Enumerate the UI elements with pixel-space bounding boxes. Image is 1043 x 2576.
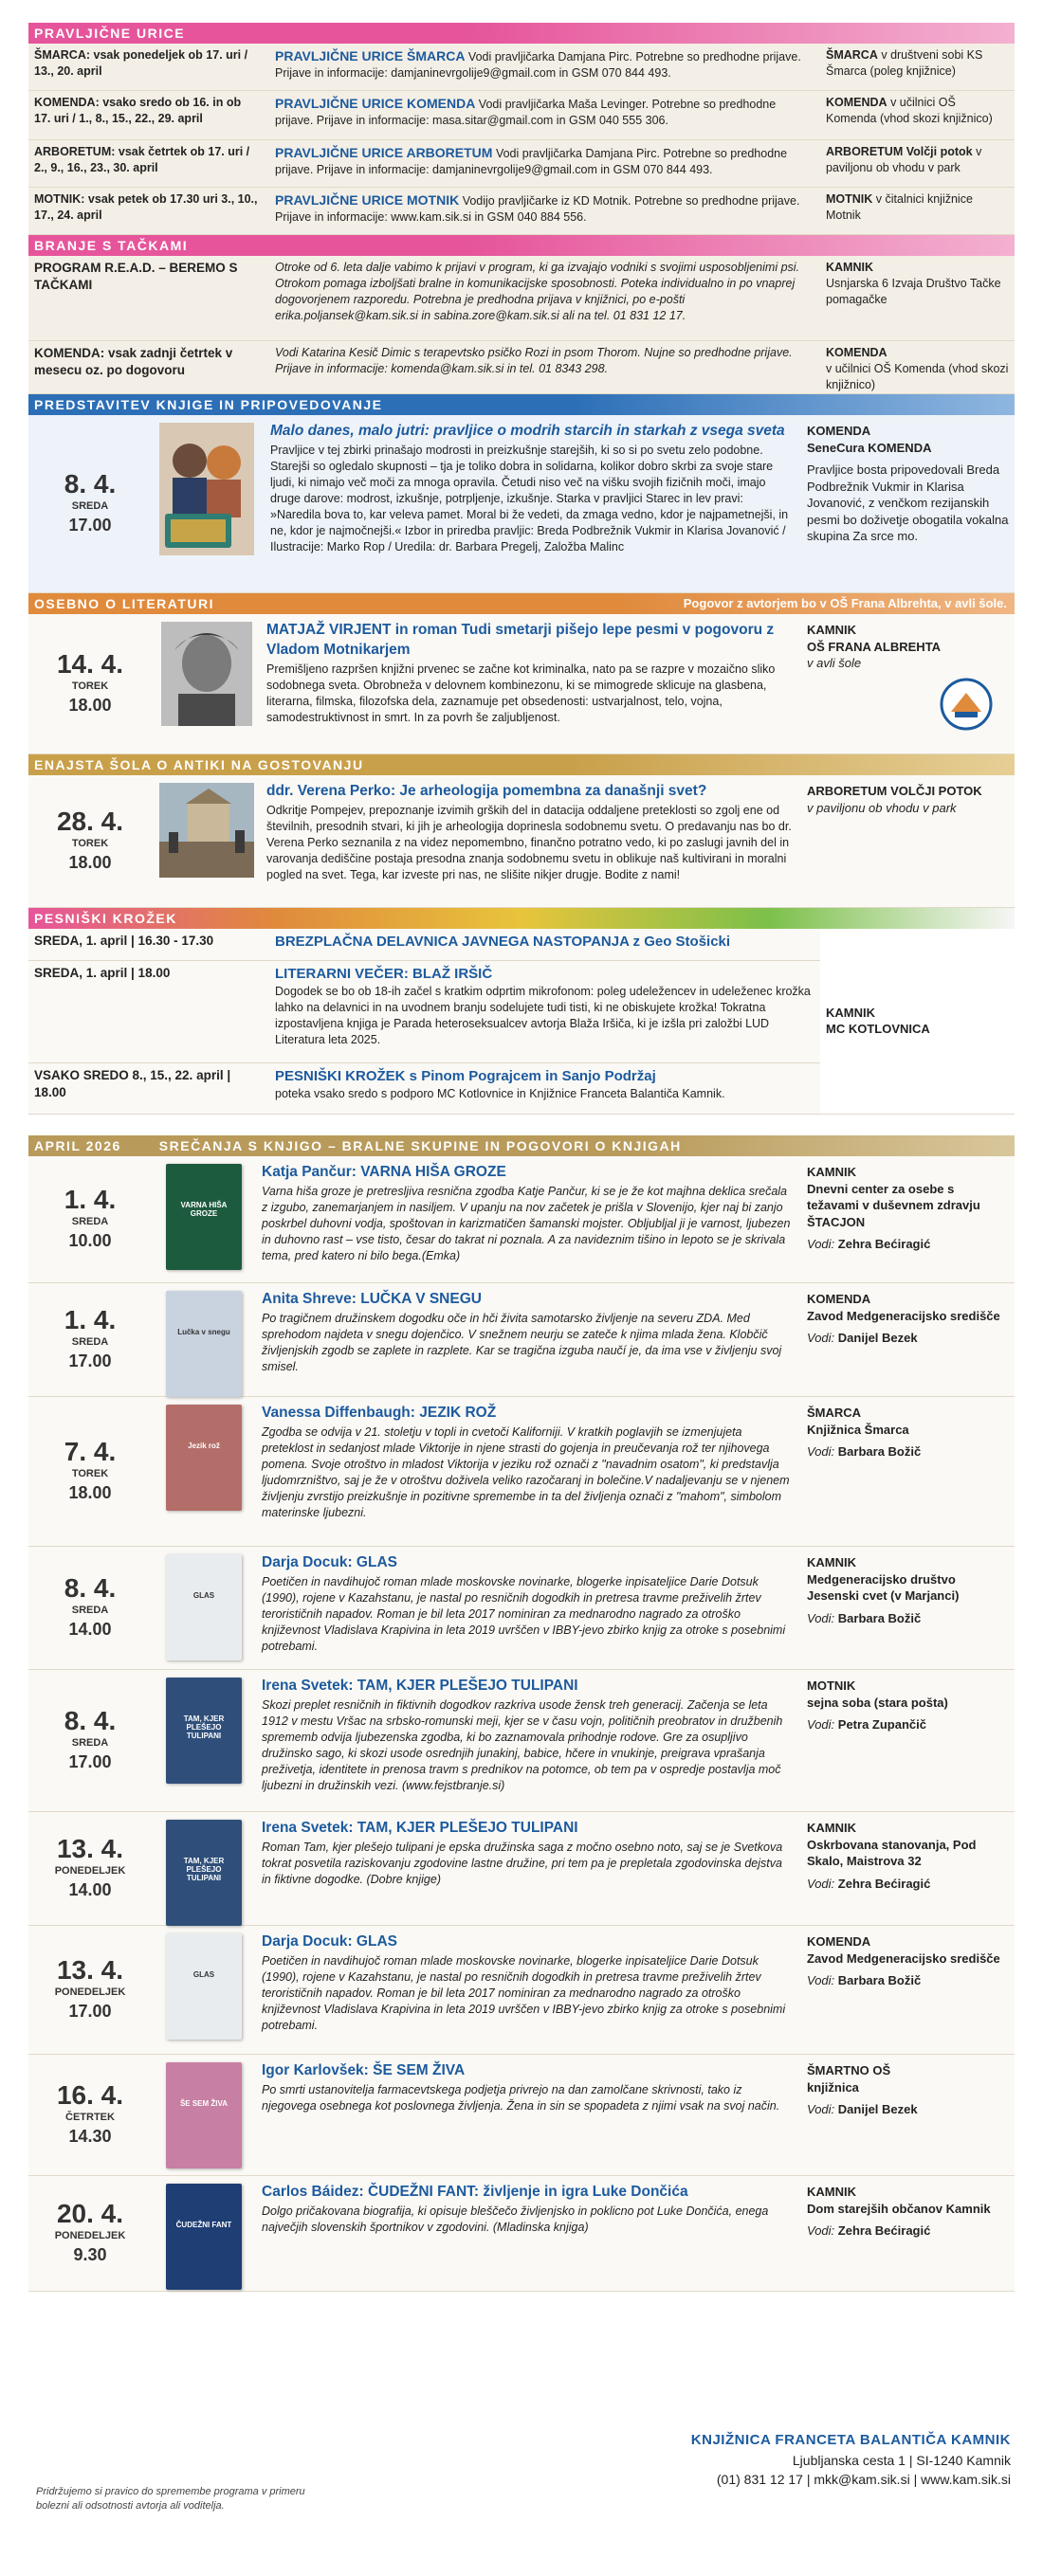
urice-row: [28, 91, 1015, 140]
date-weekday: PONEDELJEK: [54, 1986, 126, 1998]
book-event: [28, 2055, 1015, 2176]
section-header-pesniski: [28, 908, 1015, 929]
section-month: APRIL 2026: [34, 1137, 121, 1153]
location-venue: Dom starejših občanov Kamnik: [807, 2201, 991, 2216]
row-when: KOMENDA: vsak zadnji četrtek v mesecu oz. po dogovoru: [34, 346, 233, 378]
event-location: [801, 2055, 1015, 2175]
location-town: KOMENDA: [826, 346, 887, 359]
row-location: [820, 341, 1015, 393]
row-description: Otroke od 6. leta dalje vabimo k prijavi v program, ki ga izvajajo vodniki s svojimi usposobljenimi psi. Otrokom pomaga izboljšati bralne in komunikacijske sposobnosti. Poteka individualno in po vnaprej dogovorjenem razporedu. Potrebna je predhodna prijava v knjižnici, po e-pošti erika.poljansek@kam.sik.si in sabina.zore@kam.sik.si ali na tel. 01 831 12 17.: [275, 261, 800, 322]
row-title: PRAVLJIČNE URICE MOTNIK: [275, 192, 460, 208]
location-venue: Oskrbovana stanovanja, Pod Skalo, Maistrova 32: [807, 1837, 977, 1869]
event-location: [801, 1926, 1015, 2054]
date-weekday: SREDA: [71, 1604, 109, 1616]
section-header-srecanja: [28, 1135, 1015, 1156]
book-cover-slot: [152, 1156, 256, 1282]
event-body: [256, 1283, 801, 1396]
location-venue: Zavod Medgeneracijsko središče: [807, 1308, 1000, 1323]
location-town: KAMNIK: [807, 2185, 856, 2199]
book-cover-icon: [166, 1164, 242, 1270]
location-town: KOMENDA: [807, 424, 871, 438]
event-description: Poetičen in navdihujoč roman mlade moskovske novinarke, blogerke inpisateljice Darie Dotsuk (1990), rojene v Kazahstanu, je nastal po resničnih dogodkih in pretresa travme preživelih žrtev terorističnih napadov. Roman je bil leta 2017 nominiran za mednarodno nagrado za otroško književnost Vladislava Krapivina in leta 2019 uvrščen v IBBY-jevo zbirko knjig za otroke s posebnimi potrebami.: [262, 1954, 786, 2033]
section-title: BRANJE S TAČKAMI: [34, 237, 189, 253]
row-description: [265, 140, 820, 187]
event-enajsta: [28, 775, 1015, 908]
location-venue: knjižnica: [807, 2079, 859, 2095]
row-description: [265, 1063, 820, 1114]
book-event: [28, 1547, 1015, 1670]
date-weekday: PONEDELJEK: [54, 2229, 126, 2241]
leader-label: Vodi:: [807, 1973, 835, 1988]
date-weekday: SREDA: [71, 1215, 109, 1227]
leader-name: Petra Zupančič: [837, 1717, 926, 1732]
event-date: [28, 1156, 152, 1282]
book-cover-icon: [166, 2184, 242, 2290]
section-note: Pogovor z avtorjem bo v OŠ Frana Albrehta, v avli šole.: [683, 595, 1007, 610]
event-location: [801, 1547, 1015, 1669]
event-title: Malo danes, malo jutri: pravljice o modrih starcih in starkah z vsega sveta: [270, 423, 785, 439]
book-cover-title: ČUDEŽNI FANT: [175, 2221, 232, 2229]
date-hour: 10.00: [68, 1230, 112, 1250]
event-date: [28, 1926, 152, 2054]
date-day: 1. 4.: [64, 1184, 117, 1214]
leader-label: Vodi:: [807, 1610, 835, 1625]
event-title: Irena Svetek: TAM, KJER PLEŠEJO TULIPANI: [262, 1820, 578, 1836]
branje-row: [28, 256, 1015, 341]
book-cover-slot: [152, 1670, 256, 1811]
row-title: PRAVLJIČNE URICE KOMENDA: [275, 96, 476, 111]
antique-scene-icon: [159, 783, 254, 878]
row-location: [820, 140, 1015, 187]
event-location: [801, 1283, 1015, 1396]
event-date: [28, 2055, 152, 2175]
book-event: [28, 1926, 1015, 2055]
location-venue: MC KOTLOVNICA: [826, 1021, 930, 1036]
date-day: 8. 4.: [64, 468, 117, 499]
date-day: 13. 4.: [56, 1954, 124, 1985]
event-description: Roman Tam, kjer plešejo tulipani je epska družinska saga z močno osebno noto, saj se je Svetkova tokrat posvetila raziskovanju zgodovine lastne družine, pri tem pa je prepletala zgodovinska dejstva in fiktivne dogodke. (Dobre knjige): [262, 1841, 783, 1887]
urice-row: [28, 140, 1015, 188]
event-date: [28, 775, 152, 907]
date-weekday: SREDA: [71, 499, 109, 512]
date-day: 16. 4.: [56, 2079, 124, 2110]
pesniski-list: [28, 929, 820, 1115]
event-title: Darja Docuk: GLAS: [262, 1554, 397, 1570]
date-hour: 17.00: [68, 2001, 112, 2021]
event-title: Anita Shreve: LUČKA V SNEGU: [262, 1291, 482, 1307]
book-cover-slot: [152, 2055, 256, 2175]
author-portrait-icon: [161, 622, 252, 726]
location-venue: Zavod Medgeneracijsko središče: [807, 1950, 1000, 1966]
branje-list: [28, 256, 1015, 394]
event-body: [256, 2176, 801, 2291]
event-body: [256, 1547, 801, 1669]
location-venue: Knjižnica Šmarca: [807, 1422, 909, 1437]
section-title: PREDSTAVITEV KNJIGE IN PRIPOVEDOVANJE: [34, 396, 383, 412]
date-weekday: TOREK: [71, 837, 109, 849]
leader-label: Vodi:: [807, 1876, 835, 1891]
location-venue: ARBORETUM VOLČJI POTOK: [807, 784, 982, 798]
event-date: [28, 614, 152, 753]
srecanja-list: [28, 1156, 1015, 2292]
event-leader: [807, 1716, 1009, 1733]
location-venue: v paviljonu ob vhodu v park: [826, 145, 982, 174]
event-date: [28, 2176, 152, 2291]
location-town: MOTNIK: [826, 192, 873, 206]
event-title: Irena Svetek: TAM, KJER PLEŠEJO TULIPANI: [262, 1678, 578, 1694]
event-body: [261, 614, 801, 753]
date-weekday: SREDA: [71, 1736, 109, 1749]
library-info: [691, 2430, 1011, 2489]
book-cover-title: GLAS: [192, 1970, 215, 1979]
row-description: [265, 44, 820, 90]
event-description: Zgodba se odvija v 21. stoletju v topli in cvetoči Kaliforniji. V kratkih poglavjih se izmenjujeta preteklost in sedanjost mlade Viktorije in njene strasti do gojenja in preučevanja rož ter njihovega pomena. Svoje otroštvo in mladost Viktorija v jeziku rož označi z "navadnim osatom", ki predstavlja ljudomrzništvo, saj je že v otroštvu doživela veliko razočaranj in bolečine.V nadaljevanju se v njenem življenju zvrstijo preizkušnje in pozitivne spremembe in ta del življenja označi z "mahom", simbolom materinske ljubezni.: [262, 1425, 790, 1520]
book-event: [28, 1812, 1015, 1926]
book-event: [28, 1283, 1015, 1397]
event-description: Skozi preplet resničnih in fiktivnih dogodkov razkriva usode žensk treh generacij. Začenja se leta 1912 v mestu Vršac na srbsko-romunski meji, kjer se v času vojn, političnih preobratov in družbenih sprememb odvija ljubezenska zgodba, ki bo zaznamovala prihodnje rodove. Gre za osupljivo družinsko sago, ki skozi usode osrednjih junakinj, babice, hčere in vnukinje, preigrava vprašanja preživetja, identitete in prenosa travm s prednikov na potomce, ob tem pa v ospredje postavlja moč ljubezni in družinskih vezi. (www.fejstbranje.si): [262, 1698, 783, 1793]
event-description: Premišljeno razpršen knjižni prvenec se začne kot kriminalka, nato pa se razpre v mozaično sliko sodobnega sveta. Obrobneža v delovnem kombinezonu, ki se mimogrede sklicuje na glasbena, literarna, filmska, filozofska dela, zaznamuje pet obsedenosti: ustvarjalnost, telo, vojna, samodestruktivnost in smrt. In za povrh še zaljubljenost.: [266, 662, 776, 725]
leader-label: Vodi:: [807, 2102, 835, 2117]
book-cover-title: TAM, KJER PLEŠEJO TULIPANI: [183, 1857, 225, 1882]
event-title: Vanessa Diffenbaugh: JEZIK ROŽ: [262, 1405, 497, 1421]
book-cover-slot: [152, 1547, 256, 1669]
row-location: [820, 44, 1015, 90]
event-leader: [807, 1443, 1009, 1460]
event-leader: [807, 1972, 1009, 1989]
row-title: LITERARNI VEČER: BLAŽ IRŠIČ: [275, 966, 493, 982]
pesniski-location: [820, 929, 1015, 1115]
row-when: VSAKO SREDO 8., 15., 22. april | 18.00: [34, 1068, 231, 1100]
section-title: PESNIŠKI KROŽEK: [34, 910, 177, 926]
event-body: [256, 1926, 801, 2054]
row-text: Vodi pravljičarka Maša Levinger. Potrebne so predhodne prijave. Prijave in informacije: masa.sitar@gmail.com in GSM 040 555 306.: [275, 98, 777, 127]
book-cover-title: VARNA HIŠA GROZE: [180, 1201, 228, 1218]
book-cover-slot: [152, 2176, 256, 2291]
event-leader: [807, 1610, 1009, 1627]
footer: [28, 2426, 1015, 2540]
event-location: [801, 614, 1015, 753]
section-title: ENAJSTA ŠOLA O ANTIKI NA GOSTOVANJU: [34, 756, 364, 772]
library-contact: (01) 831 12 17 | mkk@kam.sik.si | www.kam.sik.si: [716, 2472, 1011, 2488]
leader-label: Vodi:: [807, 1717, 835, 1732]
section-header-branje: [28, 235, 1015, 256]
event-leader: [807, 1236, 1009, 1253]
book-cover-title: GLAS: [192, 1591, 215, 1600]
pesniski-row: [28, 929, 820, 961]
row-title: PESNIŠKI KROŽEK s Pinom Pograjcem in Sanjo Podržaj: [275, 1068, 656, 1084]
row-when: ŠMARCA: vsak ponedeljek ob 17. uri / 13., 20. april: [34, 48, 248, 78]
book-cover-slot: [152, 1926, 256, 2054]
branje-row: [28, 341, 1015, 394]
location-venue: v učilnici OŠ Komenda (vhod skozi knjižnico): [826, 361, 1009, 391]
location-town: KOMENDA: [807, 1934, 871, 1949]
location-venue: Dnevni center za osebe s težavami v duševnem zdravju ŠTACJON: [807, 1181, 980, 1229]
spacer: [28, 1115, 1015, 1135]
book-cover-title: ŠE SEM ŽIVA: [179, 2099, 229, 2108]
event-description: Odkritje Pompejev, prepoznanje izvimih grških del in datacija oddaljene preteklosti so zgolj ene od številnih, presodnih stvari, ki jih je arheologija doprinesla sodobnemu svetu. O predavanju nas bo dr. Verena Perko seznanila z na videz nepomembno, finančno potratno vedo, ki po zaslugi javnih del in varovanja dediščine postaja presodna znanja sodobnemu svetu in oblikuje naš kultivirani in moralni pogled na svet. Tega, kar izveste pri nas, ne slišite nikjer drugje. Bodite z nami!: [266, 804, 792, 882]
location-town: KAMNIK: [807, 1165, 856, 1179]
book-cover-title: Jezik rož: [188, 1442, 220, 1450]
book-cover-icon: [166, 1820, 242, 1926]
row-description: [265, 929, 820, 960]
date-hour: 14.30: [68, 2126, 112, 2146]
location-note: v paviljonu ob vhodu v park: [807, 800, 957, 815]
urice-list: [28, 44, 1015, 235]
event-location: [801, 1397, 1015, 1546]
school-logo-icon: [940, 678, 993, 731]
date-day: 14. 4.: [56, 648, 124, 679]
book-cover-icon: [166, 2062, 242, 2168]
footer-note: Pridržujemo si pravico do spremembe programa v primeru bolezni ali odsotnosti avtorja ali voditelja.: [36, 2486, 305, 2513]
book-event: [28, 1397, 1015, 1547]
location-venue: Usnjarska 6 Izvaja Društvo Tačke pomagačke: [826, 276, 1001, 306]
row-when: SREDA, 1. april | 16.30 - 17.30: [34, 934, 214, 948]
date-hour: 17.00: [68, 1751, 112, 1771]
leader-label: Vodi:: [807, 1237, 835, 1252]
event-image: [152, 614, 261, 753]
location-note: v avli šole: [807, 656, 862, 671]
program-frame: [28, 23, 1015, 2411]
event-title: Darja Docuk: GLAS: [262, 1933, 397, 1950]
date-weekday: PONEDELJEK: [54, 1864, 126, 1877]
book-cover-title: Lučka v snegu: [177, 1328, 230, 1336]
pesniski-row: [28, 1063, 820, 1115]
location-venue: v društveni sobi KS Šmarca (poleg knjižnice): [826, 48, 983, 78]
row-description: [265, 961, 820, 1062]
row-text: poteka vsako sredo s podporo MC Kotlovnice in Knjižnice Franceta Balantiča Kamnik.: [275, 1087, 725, 1101]
book-event: [28, 1670, 1015, 1812]
row-location: [820, 256, 1015, 340]
location-town: ARBORETUM Volčji potok: [826, 145, 973, 158]
event-leader: [807, 2222, 1009, 2240]
row-text: Vodijo pravljičarke iz KD Motnik. Potrebne so predhodne prijave. Prijave in informacije: www.kam.sik.si in GSM 040 884 556.: [275, 194, 800, 224]
event-description: Po tragičnem družinskem dogodku oče in hči živita samotarsko življenje na severu ZDA. Med sprehodom najdeta v snegu dojenčico. V snežnem neurju se zateče k njima mlada žena. Klobčič življenjskih zgodb se zaplete in razplete. Kar se tragična izguba naučí je, da ima vse v življenju svoj smisel.: [262, 1312, 782, 1374]
leader-name: Barbara Božič: [837, 1444, 922, 1460]
section-header-urice: [28, 23, 1015, 44]
section-header-enajsta: [28, 754, 1015, 775]
location-town: KAMNIK: [807, 623, 856, 637]
row-when: PROGRAM R.E.A.D. – BEREMO S TAČKAMI: [34, 261, 238, 293]
event-body: [256, 2055, 801, 2175]
event-title: Igor Karlovšek: ŠE SEM ŽIVA: [262, 2062, 466, 2078]
row-description: Vodi Katarina Kesič Dimic s terapevtsko psičko Rozi in psom Thorom. Nujne so predhodne prijave. Prijave in informacije: komenda@kam.sik.si in tel. 01 8343 298.: [275, 346, 793, 375]
row-description: [265, 188, 820, 234]
date-weekday: ČETRTEK: [65, 2111, 115, 2123]
date-hour: 14.00: [68, 1879, 112, 1899]
date-hour: 18.00: [68, 695, 112, 715]
location-venue: v učilnici OŠ Komenda (vhod skozi knjižnico): [826, 96, 993, 125]
event-title: Carlos Báidez: ČUDEŽNI FANT: življenje in igra Luke Dončića: [262, 2184, 688, 2200]
location-venue: v čitalnici knjižnice Motnik: [826, 192, 973, 222]
date-day: 7. 4.: [64, 1436, 117, 1466]
event-description: Po smrti ustanoviteljа farmacevtskega podjetja privrejo na dan zamolčane skrivnosti, tako iz njegovega osebnega kot poslovnega življenja. Žena in sin se spopadeta z njimi vsak na svoj način.: [262, 2083, 780, 2113]
row-description: [265, 91, 820, 139]
row-text: Vodi pravljičarka Damjana Pirc. Potrebne so predhodne prijave. Prijave in informacije: damjaninevrgolije9@gmail.com in GSM 070 844 493.: [275, 50, 801, 80]
event-description: Varna hiša groze je pretresljiva resnična zgodba Katje Pančur, ki se je že kot majhna deklica srečala z izgubo, zanemarjanjem in nasiljem. V upanju na nov začetek je prišla v Slovenijo, kjer naj bi zanjo poskrbel duhovni vodja, spoštovan in karizmatičen šamanski mojster. Obljubljal ji je varnost, ljubezen in duhovno rast – vse tisto, česar do takrat ni poznala. A za navideznim tišino in lepoto se je skrivala tema, pred katero ni bilo bega.(Emka): [262, 1185, 791, 1263]
date-hour: 17.00: [68, 515, 112, 535]
leader-name: Zehra Bećiragić: [837, 2223, 931, 2239]
event-title: Katja Pančur: VARNA HIŠA GROZE: [262, 1164, 506, 1180]
event-leader: [807, 1330, 1009, 1347]
date-day: 1. 4.: [64, 1304, 117, 1334]
location-town: ŠMARCA: [807, 1406, 862, 1420]
event-date: [28, 1283, 152, 1396]
event-body: [261, 775, 801, 907]
event-description: Dolgo pričakovana biografija, ki opisuje bleščečo življenjsko in poklicno pot Luke Dončića, enega največjih slovenskih športnikov v zgodovini. (Mladinska knjiga): [262, 2204, 769, 2235]
row-text: Vodi pravljičarka Damjana Pirc. Potrebne so predhodne prijave. Prijave in informacije: damjaninevrgolije9@gmail.com in GSM 070 844 493.: [275, 147, 788, 176]
date-weekday: TOREK: [71, 1467, 109, 1479]
leader-name: Barbara Božič: [837, 1610, 922, 1625]
event-image: [152, 775, 261, 907]
event-image: [152, 415, 261, 592]
event-body: [256, 1812, 801, 1925]
book-cover-icon: [166, 1405, 242, 1511]
event-leader: [807, 1876, 1009, 1893]
section-header-osebno: [28, 593, 1015, 614]
location-venue: SeneCura KOMENDA: [807, 440, 932, 455]
event-body: [256, 1397, 801, 1546]
urice-row: [28, 188, 1015, 235]
event-predstavitev: [28, 415, 1015, 593]
section-title: PRAVLJIČNE URICE: [34, 25, 186, 41]
event-title: ddr. Verena Perko: Je arheologija pomembna za današnji svet?: [266, 783, 707, 799]
date-day: 20. 4.: [56, 2198, 124, 2228]
book-cover-icon: [166, 1291, 242, 1397]
leader-name: Zehra Bećiragić: [837, 1876, 931, 1891]
location-town: KOMENDA: [826, 96, 887, 109]
location-venue: Medgeneracijsko društvo Jesenski cvet (v Marjanci): [807, 1571, 960, 1604]
book-event: [28, 2176, 1015, 2292]
leader-name: Barbara Božič: [837, 1973, 922, 1988]
row-when: KOMENDA: vsako sredo ob 16. in ob 17. uri / 1., 8., 15., 22., 29. april: [34, 96, 242, 125]
row-title: BREZPLAČNA DELAVNICA JAVNEGA NASTOPANJA z Geo Stošicki: [275, 934, 731, 950]
pesniski-row: [28, 961, 820, 1063]
event-date: [28, 1397, 152, 1546]
authors-photo-icon: [159, 423, 254, 555]
location-town: KAMNIK: [826, 261, 873, 274]
leader-label: Vodi:: [807, 1331, 835, 1346]
location-town: KAMNIK: [826, 1005, 875, 1020]
leader-label: Vodi:: [807, 1444, 835, 1460]
row-title: PRAVLJIČNE URICE ARBORETUM: [275, 145, 493, 160]
date-hour: 14.00: [68, 1619, 112, 1639]
event-leader: [807, 2101, 1009, 2118]
library-address: Ljubljanska cesta 1 | SI-1240 Kamnik: [792, 2452, 1011, 2468]
book-cover-title: TAM, KJER PLEŠEJO TULIPANI: [183, 1714, 225, 1740]
location-note: Pravljice bosta pripovedovali Breda Podbrežnik Vukmir in Klarisa Jovanović, z venčkom rezijanskih pesmi bo doživetje obogatila vokalna skupina Za srce mo.: [807, 463, 1009, 544]
row-location: [820, 188, 1015, 234]
row-when: SREDA, 1. april | 18.00: [34, 966, 171, 980]
location-town: KOMENDA: [807, 1292, 871, 1306]
urice-row: [28, 44, 1015, 91]
row-when: MOTNIK: vsak petek ob 17.30 uri 3., 10., 17., 24. april: [34, 192, 258, 222]
event-title: MATJAŽ VIRJENT in roman Tudi smetarji pišejo lepe pesmi v pogovoru z Vladom Motnikarjem: [266, 622, 775, 659]
book-cover-slot: [152, 1283, 256, 1396]
row-when: ARBORETUM: vsak četrtek ob 17. uri / 2., 9., 16., 23., 30. april: [34, 145, 250, 174]
date-day: 28. 4.: [56, 806, 124, 836]
location-town: KAMNIK: [807, 1821, 856, 1835]
event-date: [28, 1547, 152, 1669]
event-location: [801, 2176, 1015, 2291]
location-town: ŠMARCA: [826, 48, 878, 62]
leader-name: Danijel Bezek: [837, 2102, 918, 2117]
leader-name: Zehra Bećiragić: [837, 1237, 931, 1252]
location-venue: OŠ FRANA ALBREHTA: [807, 639, 942, 654]
event-date: [28, 415, 152, 592]
row-title: PRAVLJIČNE URICE ŠMARCA: [275, 48, 466, 63]
location-venue: sejna soba (stara pošta): [807, 1695, 948, 1710]
date-day: 8. 4.: [64, 1705, 117, 1735]
book-cover-icon: [166, 1554, 242, 1660]
event-location: [801, 775, 1015, 907]
event-location: [801, 1670, 1015, 1811]
location-town: KAMNIK: [807, 1555, 856, 1569]
date-weekday: TOREK: [71, 680, 109, 692]
location-town: ŠMARTNO OŠ: [807, 2063, 891, 2077]
row-location: [820, 91, 1015, 139]
book-event: [28, 1156, 1015, 1283]
book-cover-icon: [166, 1678, 242, 1784]
leader-label: Vodi:: [807, 2223, 835, 2239]
location-town: MOTNIK: [807, 1678, 856, 1693]
event-location: [801, 415, 1015, 592]
date-hour: 18.00: [68, 852, 112, 872]
date-hour: 17.00: [68, 1351, 112, 1370]
section-title: OSEBNO O LITERATURI: [34, 595, 215, 611]
pesniski-block: [28, 929, 1015, 1115]
leader-name: Danijel Bezek: [837, 1331, 918, 1346]
date-hour: 9.30: [73, 2244, 107, 2264]
event-location: [801, 1156, 1015, 1282]
date-hour: 18.00: [68, 1482, 112, 1502]
date-day: 8. 4.: [64, 1572, 117, 1603]
event-description: Pravljice v tej zbirki prinašajo modrosti in preizkušnje starejših, ki so si po svetu zelo podobne. Starejši so ogledalo skupnosti – tja je toliko dobra in solidarna, kolikor dobro skrbi za svoje stare ljudi, ki nimajo več moči za mnoga opravila. Četudi niso več na višku svojih fizičnih moči, imajo druge darove: modrost, izkušnje, potrpljenje, izkušnje. Starka v pravljici Starec in lev pravi: »Naredila bova to, kar veleva pamet. Moral bi že vedeti, da zmaga vedno, kdor je najpametnejši, in ne, kdor je najmočnejši.« Izbor in priredba pravljic: Breda Podbrežnik Vukmir in Klarisa Jovanović / Ilustracije: Marko Rop / Uredila: dr. Barbara Pregelj, Založba Malinc: [270, 444, 789, 554]
event-location: [801, 1812, 1015, 1925]
library-name: KNJIŽNICA FRANCETA BALANTIČA KAMNIK: [690, 2432, 1011, 2448]
event-osebno: [28, 614, 1015, 754]
event-body: [256, 1670, 801, 1811]
event-date: [28, 1670, 152, 1811]
row-text: Dogodek se bo ob 18-ih začel s kratkim odprtim mikrofonom: poleg udeležencev in udeleženec krožka lahko na delavnici in na uvodnem branju sodelujete tudi tisti, ki ne obiskujete krožka! Tokratna izpostavljena knjiga je Parada heteroseksualcev avtorja Blaža Iršiča, ki je izšla pri založbi LUD Literatura leta 2025.: [275, 985, 811, 1046]
date-weekday: SREDA: [71, 1335, 109, 1348]
event-body: [261, 415, 801, 592]
book-cover-slot: [152, 1397, 256, 1546]
event-date: [28, 1812, 152, 1925]
section-header-predstavitev: [28, 394, 1015, 415]
event-body: [256, 1156, 801, 1282]
book-cover-slot: [152, 1812, 256, 1925]
section-title: SREČANJA S KNJIGO – BRALNE SKUPINE IN POGOVORI O KNJIGAH: [158, 1137, 682, 1153]
date-day: 13. 4.: [56, 1833, 124, 1863]
book-cover-icon: [166, 1933, 242, 2040]
event-description: Poetičen in navdihujoč roman mlade moskovske novinarke, blogerke inpisateljice Darie Dotsuk (1990), rojene v Kazahstanu, je nastal po resničnih dogodkih in pretresa travme preživelih žrtev terorističnih napadov. Roman je bil leta 2017 nominiran za mednarodno nagrado za otroško književnost Vladislava Krapivina in leta 2019 uvrščen v IBBY-jevo zbirko knjig za otroke s posebnimi potrebami.: [262, 1575, 786, 1654]
